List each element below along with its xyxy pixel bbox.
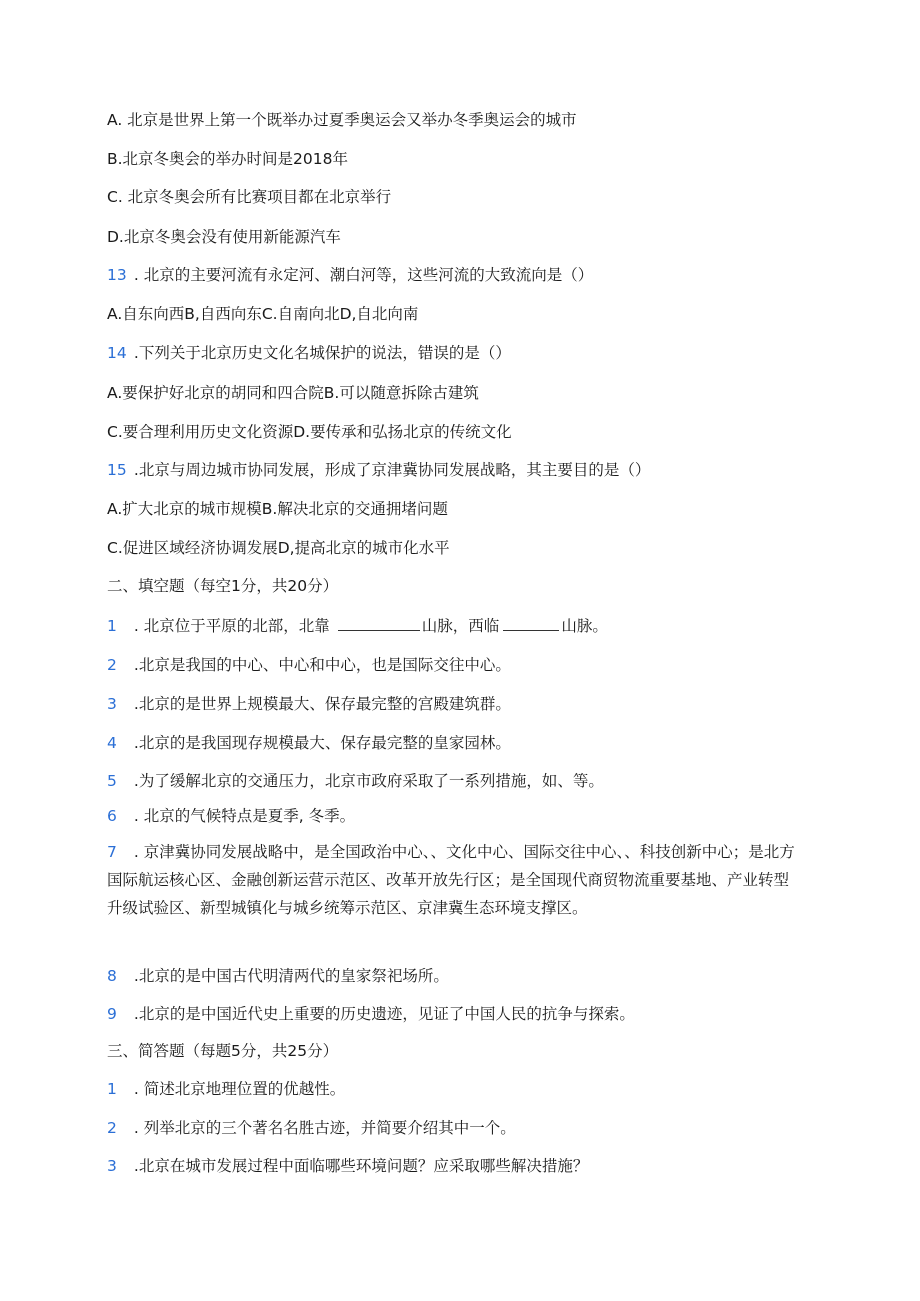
fill-item <box>107 806 355 826</box>
fill-item <box>107 655 511 675</box>
fill-number: 7 <box>107 843 117 861</box>
fill-text: . 京津冀协同发展战略中，是全国政治中心、、文化中心、国际交往中心、、科技创新中心；是北方国际航运核心区、金融创新运营示范区、改革开放先行区；是全国现代商贸物流重要基地、产业转型升级试验区、新型城镇化与城乡统筹示范区、京津冀生态环境支撑区。 <box>107 843 795 917</box>
fill-text: .北京的是我国现存规模最大、保存最完整的皇家园林。 <box>129 734 511 752</box>
fill-item <box>107 771 604 791</box>
fill-item <box>107 616 608 636</box>
fill-number: 5 <box>107 772 117 790</box>
fill-item <box>107 733 511 753</box>
option-d: D.北京冬奥会没有使用新能源汽车 <box>107 228 341 246</box>
fill-text: 山脉。 <box>561 617 608 635</box>
short-item <box>107 1079 345 1099</box>
question-13 <box>107 265 593 285</box>
fill-item <box>107 966 449 986</box>
option-a: A. 北京是世界上第一个既举办过夏季奥运会又举办冬季奥运会的城市 <box>107 111 577 129</box>
short-text: . 简述北京地理位置的优越性。 <box>129 1080 346 1098</box>
fill-number: 6 <box>107 807 117 825</box>
fill-item <box>107 694 511 714</box>
question-15-options-1: A.扩大北京的城市规模B.解决北京的交通拥堵问题 <box>107 500 448 518</box>
answer-blank[interactable] <box>503 616 559 631</box>
fill-number: 3 <box>107 695 117 713</box>
fill-number: 2 <box>107 656 117 674</box>
fill-item <box>107 838 797 922</box>
fill-text: . 北京位于平原的北部，北靠 <box>129 617 330 635</box>
short-number: 2 <box>107 1119 117 1137</box>
question-number: 15 <box>107 461 127 479</box>
fill-text: 山脉，西临 <box>421 617 500 635</box>
question-13-options: A.自东向西B,自西向东C.自南向北D,自北向南 <box>107 305 419 323</box>
section-fill-title: 二、填空题（每空1分，共20分） <box>107 577 339 595</box>
option-c: C. 北京冬奥会所有比赛项目都在北京举行 <box>107 188 392 206</box>
fill-text: .北京的是中国古代明清两代的皇家祭祀场所。 <box>129 967 449 985</box>
question-number: 14 <box>107 344 127 362</box>
fill-text: .北京的是世界上规模最大、保存最完整的宫殿建筑群。 <box>129 695 511 713</box>
option-b: B.北京冬奥会的举办时间是2018年 <box>107 150 349 168</box>
fill-text: . 北京的气候特点是夏季, 冬季。 <box>129 807 356 825</box>
question-number: 13 <box>107 266 127 284</box>
fill-number: 4 <box>107 734 117 752</box>
question-text: .下列关于北京历史文化名城保护的说法，错误的是（） <box>129 344 511 362</box>
short-number: 1 <box>107 1080 117 1098</box>
fill-text: .为了缓解北京的交通压力，北京市政府采取了一系列措施，如、等。 <box>129 772 604 790</box>
question-15 <box>107 460 650 480</box>
short-item <box>107 1118 516 1138</box>
fill-number: 1 <box>107 617 117 635</box>
short-number: 3 <box>107 1157 117 1175</box>
question-14-options-1: A.要保护好北京的胡同和四合院B.可以随意拆除古建筑 <box>107 384 479 402</box>
fill-text: .北京的是中国近代史上重要的历史遗迹，见证了中国人民的抗争与探索。 <box>129 1005 635 1023</box>
short-text: . 列举北京的三个著名名胜古迹，并简要介绍其中一个。 <box>129 1119 516 1137</box>
fill-item <box>107 1004 635 1024</box>
question-text: . 北京的主要河流有永定河、潮白河等，这些河流的大致流向是（） <box>129 266 594 284</box>
fill-number: 8 <box>107 967 117 985</box>
question-14-options-2: C.要合理利用历史文化资源D.要传承和弘扬北京的传统文化 <box>107 423 512 441</box>
fill-text: .北京是我国的中心、中心和中心，也是国际交往中心。 <box>129 656 511 674</box>
short-text: .北京在城市发展过程中面临哪些环境问题？应采取哪些解决措施？ <box>129 1157 589 1175</box>
question-text: .北京与周边城市协同发展，形成了京津冀协同发展战略，其主要目的是（） <box>129 461 651 479</box>
section-short-title: 三、简答题（每题5分，共25分） <box>107 1042 339 1060</box>
short-item <box>107 1156 588 1176</box>
question-15-options-2: C.促进区域经济协调发展D,提高北京的城市化水平 <box>107 539 450 557</box>
fill-number: 9 <box>107 1005 117 1023</box>
question-14 <box>107 343 511 363</box>
answer-blank[interactable] <box>338 616 420 631</box>
